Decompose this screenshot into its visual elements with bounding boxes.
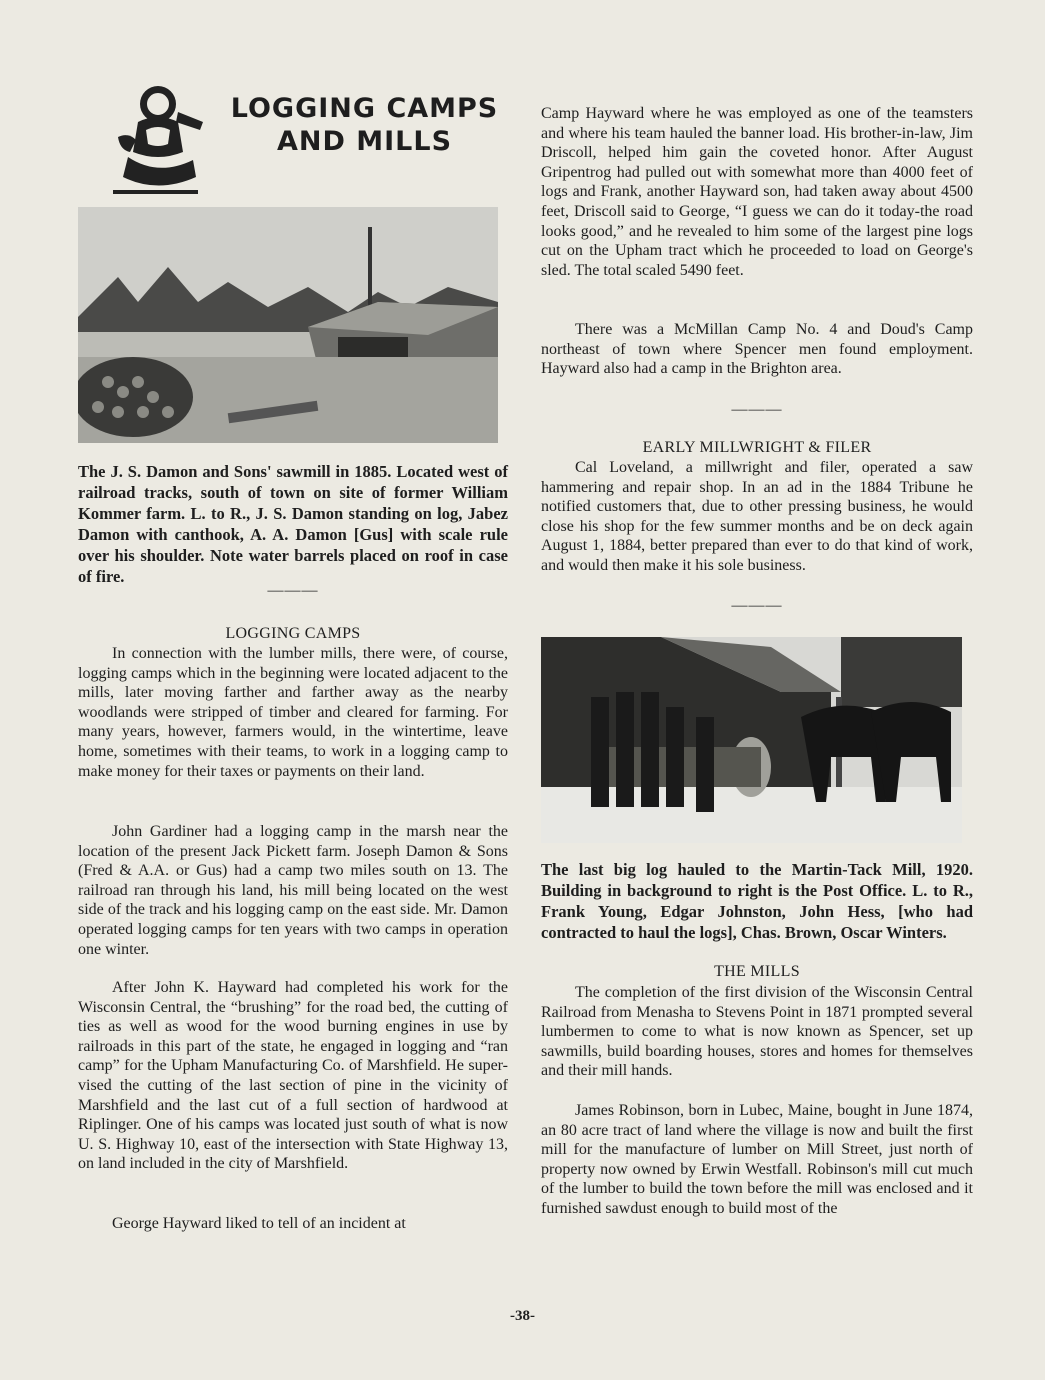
- lumberjack-logo-icon: [108, 82, 208, 200]
- logging-camps-heading: LOGGING CAMPS: [225, 625, 361, 642]
- logging-camps-paragraph-2: John Gardiner had a logging camp in the marsh near the location of the present Jack Pickett farm. Joseph Damon & Sons (Fred & A.A. or Gus) had a camp two miles south on 13. The railroad ran through his land, his mill being located on the west side of the track and his logging camp on the east side. Mr. Damon operated logging camps for ten years with two camps in operation one winter.: [78, 823, 508, 958]
- the-mills-heading: THE MILLS: [714, 963, 800, 980]
- hayward-paragraph-2: There was a McMillan Camp No. 4 and Doud's Camp northeast of town where Spencer men found employment. Hayward also had a camp in the Brighton area.: [541, 321, 973, 378]
- title-line-1: LOGGING CAMPS: [230, 93, 499, 124]
- logging-camps-paragraph-4: George Hayward liked to tell of an incident at: [112, 1215, 406, 1232]
- page-title: [222, 92, 507, 158]
- page-number: -38-: [510, 1308, 535, 1324]
- millwright-heading: EARLY MILLWRIGHT & FILER: [642, 439, 872, 456]
- the-mills-paragraph-1: The completion of the first division of the Wisconsin Central Railroad from Menasha to Stevens Point in 1871 prompted several lumbermen to come to what is now known as Spencer, set up sawmills, build boarding houses, stores and homes for themselves and their mill hands.: [541, 984, 973, 1080]
- separator: ———: [267, 582, 319, 599]
- separator: ———: [731, 597, 783, 614]
- hayward-paragraph-1: Camp Hayward where he was employed as one of the teamsters and where his team hauled the banner load. His brother-in-law, Jim Driscoll, helped him gain the coveted honor. After August Gripentrog had pulled out with somewhat more than 4000 feet of logs and Frank, another Hayward son, had taken away about 4500 feet, Driscoll said to George, “I guess we can do it today-the road looks good,” and he revealed to him some of the largest pine logs cut on the Upham tract which he proceeded to load on George's sled. The total scaled 5490 feet.: [541, 105, 973, 279]
- big-log-photo: [541, 637, 962, 843]
- the-mills-paragraph-2: James Robinson, born in Lubec, Maine, bought in June 1874, an 80 acre tract of land where the village is now and built the first mill for the manufacture of lumber on Mill Street, just north of property now owned by Erwin Westfall. Robinson's mill cut much of the lumber to build the town before the mill was enclosed and it furnished sawdust enough to build most of the: [541, 1102, 973, 1217]
- logging-camps-paragraph-1: In connection with the lumber mills, there were, of course, logging camps which in the beginning were located adjacent to the mills, later moving farther and farther away as the nearby woodlands were stripped of timber and cleared for farming. For many years, however, farmers would, in the wintertime, leave home, sometimes with their teams, to work in a logging camp to make money for their taxes or payments on their land.: [78, 645, 508, 780]
- sawmill-photo-caption: The J. S. Damon and Sons' sawmill in 1885. Located west of railroad tracks, south of town on site of former William Kommer farm. L. to R., J. S. Damon standing on log, Jabez Damon with canthook, A. A. Damon [Gus] with scale rule over his shoulder. Note water barrels placed on roof in case of fire.: [78, 462, 508, 586]
- logging-camps-paragraph-3: After John K. Hayward had completed his work for the Wisconsin Central, the “brushing” for the road bed, the cutting of ties as well as wood for the wood burning engines in use by railroads in this part of the state, he engaged in logging and “ran camp” for the Upham Manufacturing Co. of Marshfield. He super-vised the cutting of the last section of pine in the vicinity of Marshfield and the last cut of a full section of hardwood at Riplinger. One of his camps was located just south of what is now U. S. Highway 10, east of the intersection with State Highway 13, on land included in the city of Marshfield.: [78, 979, 508, 1173]
- title-line-2: AND MILLS: [276, 126, 453, 157]
- separator: ———: [731, 401, 783, 418]
- millwright-paragraph: Cal Loveland, a millwright and filer, operated a saw hammering and repair shop. In an ad in the 1884 Tribune he notified customers that, due to other pressing business, he would close his shop for the few summer months and be on deck again August 1, 1884, better prepared than ever to do that kind of work, and would then make it his sole business.: [541, 459, 973, 574]
- sawmill-photo: [78, 207, 498, 443]
- big-log-photo-caption: The last big log hauled to the Martin-Tack Mill, 1920. Building in background to right is the Post Office. L. to R., Frank Young, Edgar Johnston, John Hess, [who had contracted to haul the logs], Chas. Brown, Oscar Winters.: [541, 860, 973, 942]
